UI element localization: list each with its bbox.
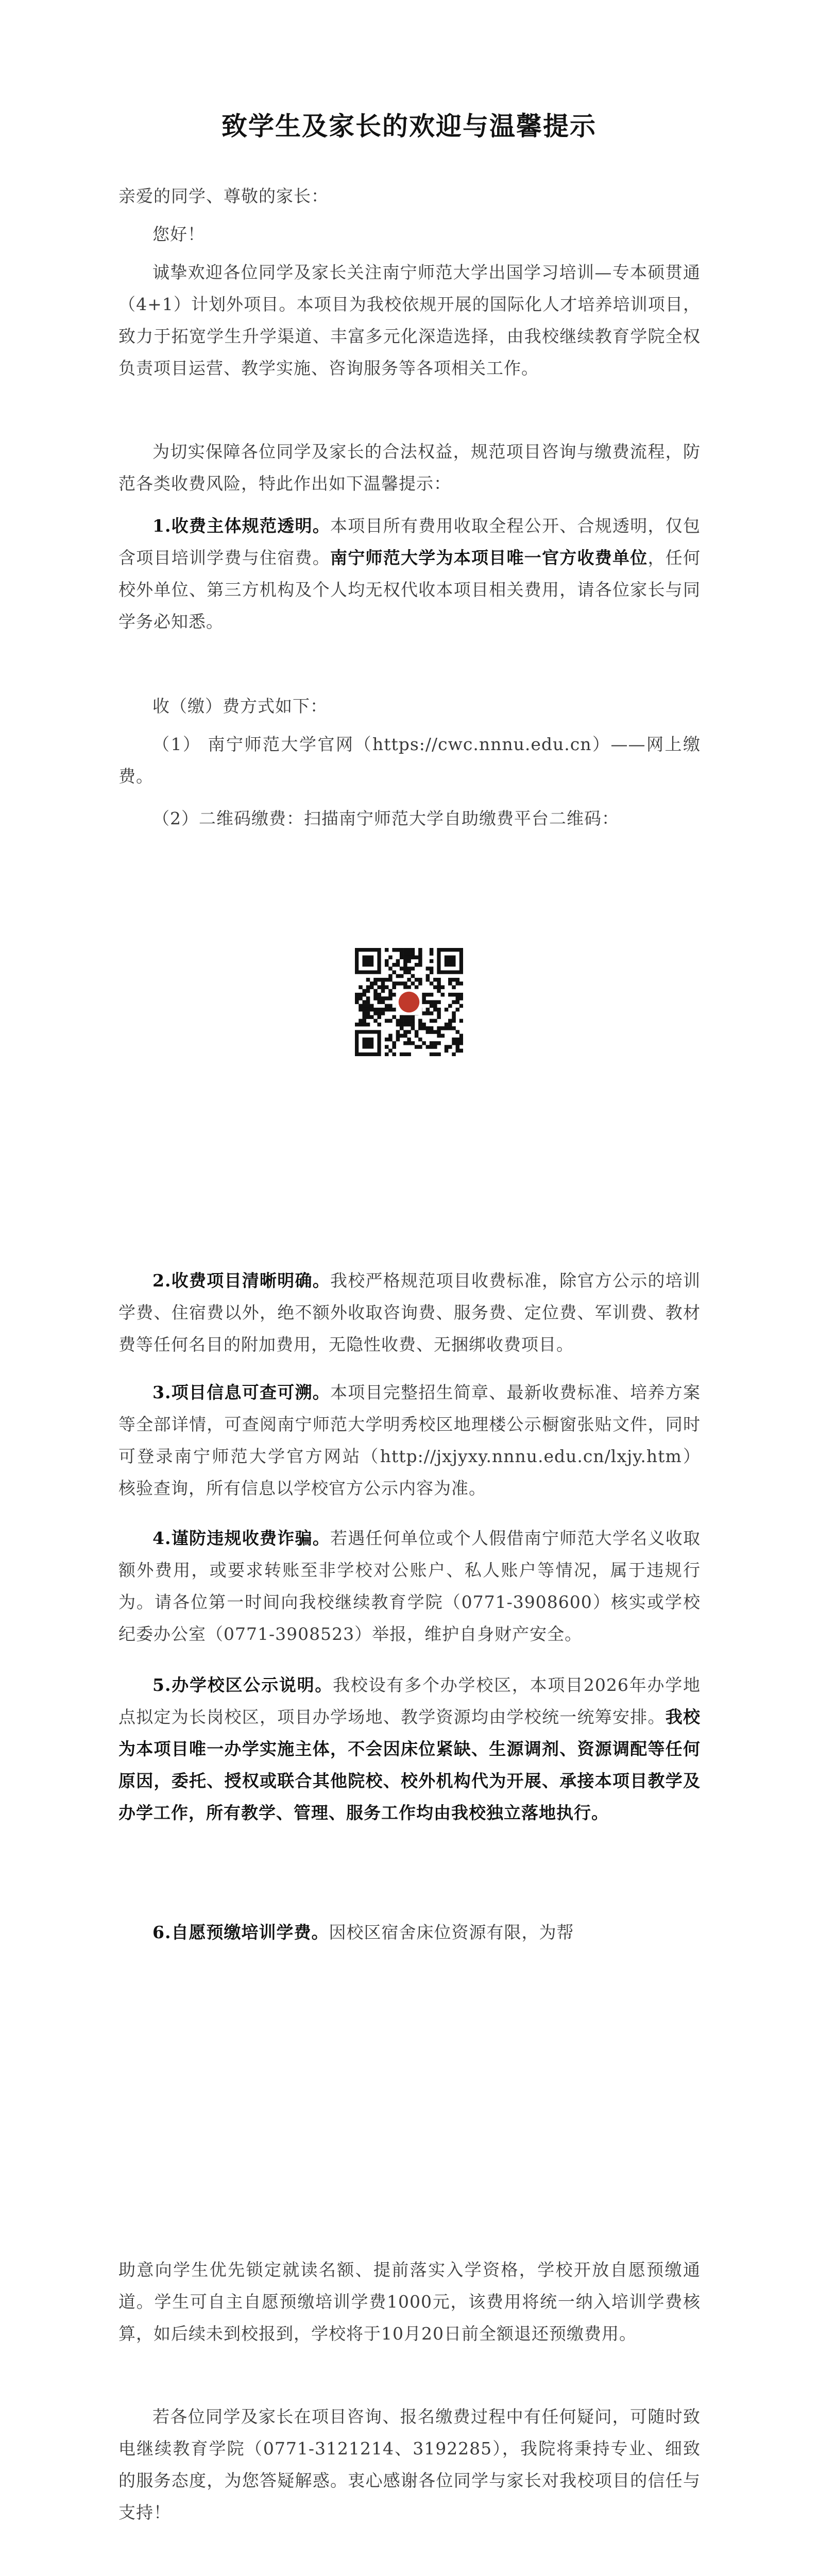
item-5-text: 我校设有多个办学校区，本项目2026年办学地点拟定为长岗校区，项目办学场地、教学资源均由学校统一统筹安排。: [118, 1675, 701, 1727]
item-2-text: 我校严格规范项目收费标准，除官方公示的培训学费、住宿费以外，绝不额外收取咨询费、服务费、定位费、军训费、教材费等任何名目的附加费用，无隐性收费、无捆绑收费项目。: [118, 1270, 701, 1354]
item-5-paragraph: [118, 1669, 701, 1829]
intro-paragraph: 诚挚欢迎各位同学及家长关注南宁师范大学出国学习培训—专本硕贯通（4+1）计划外项目。本项目为我校依规开展的国际化人才培养培训项目，致力于拓宽学生升学渠道、丰富多元化深造选择，由我校继续教育学院全权负责项目运营、教学实施、咨询服务等各项相关工作。: [118, 262, 701, 378]
item-4-text: 若遇任何单位或个人假借南宁师范大学名义收取额外费用，或要求转账至非学校对公账户、私人账户等情况，属于违规行为。请各位第一时间向我校继续教育学院（0771-3908600）核实或学校纪委办公室（0771-3908523）举报，维护自身财产安全。: [118, 1528, 701, 1644]
item-5-heading: 5.办学校区公示说明。: [152, 1675, 333, 1695]
greeting: 亲爱的同学、尊敬的家长：: [118, 186, 329, 206]
item-1-bold: 南宁师范大学为本项目唯一官方收费单位: [330, 548, 648, 568]
payment-method-2: （2）二维码缴费：扫描南宁师范大学自助缴费平台二维码：: [152, 808, 619, 828]
item-1-text-a: 本项目所有费用收取全程公开、合规透明，仅包含项目培训学费与住宿费。: [118, 516, 701, 568]
payment-intro: 收（缴）费方式如下：: [152, 696, 328, 716]
item-3-heading: 3.项目信息可查可溯。: [152, 1382, 330, 1402]
item-1-heading: 1.收费主体规范透明。: [152, 516, 330, 536]
item-3-text: 本项目完整招生简章、最新收费标准、培养方案等全部详情，可查阅南宁师范大学明秀校区地理楼公示橱窗张贴文件，同时可登录南宁师范大学官方网站（http://jxjyxy.nnnu.edu.cn/lxjy.htm）核验查询，所有信息以学校官方公示内容为准。: [118, 1382, 701, 1498]
item-6-heading: 6.自愿预缴培训学费。: [152, 1922, 329, 1942]
item-2-heading: 2.收费项目清晰明确。: [152, 1270, 330, 1291]
item-3-paragraph: [118, 1377, 701, 1504]
qr-logo-emblem: [399, 992, 420, 1013]
item-2-paragraph: [118, 1265, 701, 1361]
page-title: 致学生及家长的欢迎与温馨提示: [221, 111, 597, 141]
qr-code-graphic: [355, 948, 463, 1056]
item-1-text-b: ，任何校外单位、第三方机构及个人均无权代收本项目相关费用，请各位家长与同学务必知悉。: [118, 548, 701, 632]
closing-paragraph: 若各位同学及家长在项目咨询、报名缴费过程中有任何疑问，可随时致电继续教育学院（0771-3121214、3192285），我院将秉持专业、细致的服务态度，为您答疑解惑。衷心感谢各位同学与家长对我校项目的信任与支持！: [118, 2406, 701, 2522]
item-6-text-a: 因校区宿舍床位资源有限，为帮: [329, 1922, 574, 1942]
item-5-bold: 我校为本项目唯一办学实施主体，不会因床位紧缺、生源调剂、资源调配等任何原因，委托、授权或联合其他院校、校外机构代为开展、承接本项目教学及办学工作，所有教学、管理、服务工作均由我校独立落地执行。: [118, 1707, 701, 1823]
item-4-paragraph: [118, 1522, 701, 1650]
item-4-heading: 4.谨防违规收费诈骗。: [152, 1528, 330, 1548]
hello-line: 您好！: [152, 224, 205, 244]
item-6-paragraph-continued: 助意向学生优先锁定就读名额、提前落实入学资格，学校开放自愿预缴通道。学生可自主自愿预缴培训学费1000元，该费用将统一纳入培训学费核算，如后续未到校报到，学校将于10月20日前全额退还预缴费用。: [118, 2260, 701, 2344]
item-6-paragraph-start: [118, 1917, 701, 1948]
payment-qr-code[interactable]: [355, 948, 463, 1056]
item-1-paragraph: [118, 510, 701, 638]
purpose-paragraph: 为切实保障各位同学及家长的合法权益，规范项目咨询与缴费流程，防范各类收费风险，特此作出如下温馨提示：: [118, 442, 701, 494]
payment-method-1: （1） 南宁师范大学官网（https://cwc.nnnu.edu.cn）——网上缴费。: [118, 734, 701, 786]
